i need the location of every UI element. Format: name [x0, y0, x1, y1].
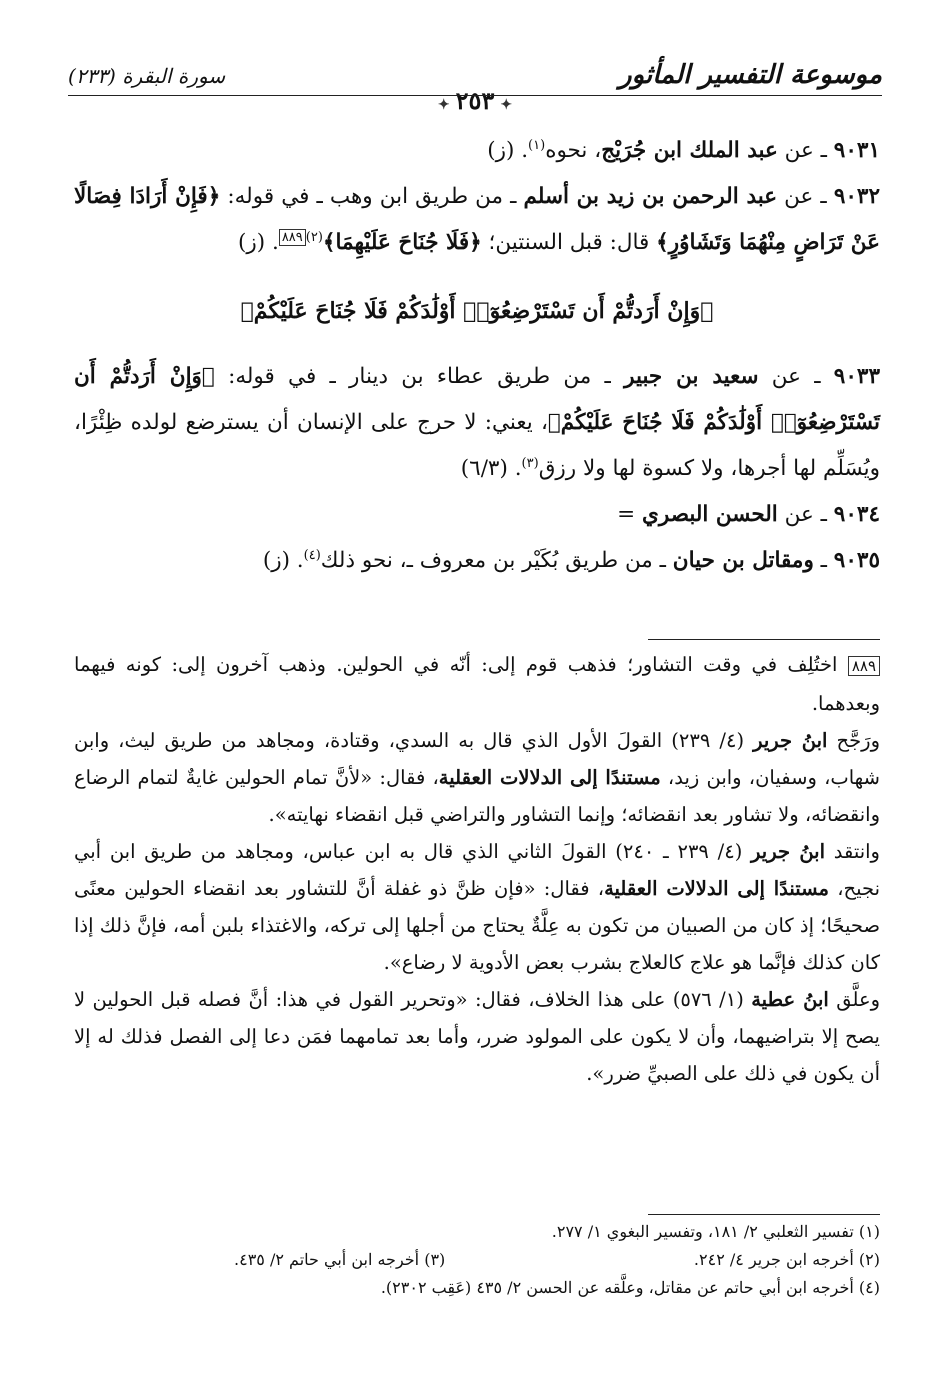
footnote-ref: (٣): [521, 455, 539, 471]
method-label: مستندًا إلى الدلالات العقلية: [438, 766, 661, 789]
footnote-row: [74, 1246, 880, 1274]
entry-text: ـ: [813, 548, 834, 573]
footnote-4: (٤) أخرجه ابن أبي حاتم عن مقاتل، وعلَّقه عن الحسن ٢/ ٤٣٥ (عَقِب ٢٣٠٢).: [380, 1278, 880, 1297]
entry-text: قال: قبل السنتين؛: [481, 230, 657, 255]
entry-text: ـ من طريق ابن وهب ـ في قوله:: [220, 184, 524, 209]
header-rule: [68, 95, 882, 96]
commentary-text: ، فقال: «لأنَّ تمام الحولين غايةٌ لتمام الرضاع وانقضائه، ولا تشاور بعد انقضائه؛ وإنما التشاور والتراضي قبل انقضاء نهايته».: [74, 766, 880, 826]
entry-number: ٩٠٣٣: [833, 364, 880, 389]
verse-heading: ﴿وَإِنْ أَرَدتُّمْ أَن تَسْتَرْضِعُوٓا۟ أَوْلَٰدَكُمْ فَلَا جُنَاحَ عَلَيْكُمْ﴾: [240, 298, 714, 324]
entry-text: ، نحوه: [545, 138, 602, 163]
entry-9034: [74, 492, 880, 538]
commentary-text: وعلَّق: [828, 988, 880, 1011]
page-number-row: [68, 86, 882, 120]
commentary-text: (٤/ ٢٣٩ ـ ٢٤٠) القولَ الثاني الذي قال به ابن عباس، ومجاهد من طريق ابن أبي نجيح،: [74, 840, 880, 900]
surah-label: سورة البقرة (٢٣٣): [68, 64, 226, 88]
ornament-icon: ✦: [500, 97, 513, 113]
entry-text: ـ من طريق بُكَيْر بن معروف ـ، نحو ذلك: [320, 548, 673, 573]
commentary-text: ورَجَّح: [827, 729, 880, 752]
entry-number: ٩٠٣٢: [833, 184, 881, 209]
entry-text: ـ عن: [777, 184, 834, 209]
footnote-ref: (١): [528, 137, 546, 153]
commentary-text: (٤/ ٢٣٩) القولَ الأول الذي قال به السدي، وقتادة، ومجاهد من طريق ليث، وابن شهاب، وسفيان، وابن زيد،: [74, 729, 880, 789]
commentary-text: (١/ ٥٧٦) على هذا الخلاف، فقال: «وتحرير القول في هذا: أنَّ فصله قبل الحولين لا يصح إلا بتراضيهما، وأن لا يكون على المولود ضرر، وأما بعد تمامهما فمَن دعا إلى الفصل فذلك له إلا أن يكون في ذلك على الصبيِّ ضرر».: [74, 988, 880, 1085]
entry-9033: [74, 354, 880, 492]
commentary-text: ، فقال: «فإن ظنَّ ذو غفلة أنَّ للتشاور بعد انقضاء الحولين معنًى صحيحًا؛ إذ كان من الصبيان من تكون به عِلَّةٌ يحتاج من أجلها إلى تركه، والاغتذاء بلبن أمه، فإنَّ ذلك إذا كان كذلك فإنَّما هو علاج كالعلاج بشرب بعض الأدوية لا رضاع».: [74, 877, 880, 974]
page-header: [68, 58, 882, 115]
footnote-ref: (٤): [303, 547, 321, 563]
narrator-name: عبد الملك ابن جُرَيْج: [601, 138, 778, 163]
footnotes: [74, 1218, 880, 1302]
scholar-name: ابنُ عطية: [751, 988, 829, 1011]
commentary-tag: ٨٨٩: [279, 229, 306, 246]
commentary-text: وانتقد: [825, 840, 880, 863]
commentary-paragraph: [74, 833, 880, 981]
entry-number: ٩٠٣١: [833, 138, 880, 163]
scholar-name: ابنُ جرير: [751, 840, 826, 863]
entry-text: ـ عن: [758, 364, 834, 389]
commentary-tag: ٨٨٩: [848, 656, 880, 676]
entry-text: ، يعني: لا حرج على الإنسان أن يسترضع لولده ظِئْرًا، ويُسَلِّم لها أجرها، ولا كسوة لها ولا رزق: [74, 410, 880, 481]
narrator-name: الحسن البصري: [642, 502, 778, 527]
scholar-name: ابنُ جرير: [753, 729, 828, 752]
commentary-paragraph: [74, 646, 880, 722]
footnote-ref: (٢): [305, 229, 323, 245]
entry-text: ـ عن: [777, 502, 834, 527]
footnote-2: (٢) أخرجه ابن جرير ٤/ ٢٤٢.: [693, 1250, 880, 1269]
footnote-divider: [648, 1214, 880, 1215]
entry-text: ـ من طريق عطاء بن دينار ـ في قوله:: [214, 364, 625, 389]
main-text: [74, 128, 880, 584]
entry-number: ٩٠٣٥: [833, 548, 880, 573]
entry-text: ـ عن: [777, 138, 834, 163]
entry-9032: [74, 174, 880, 266]
entry-text: . (٦/٣): [460, 456, 522, 481]
narrator-name: عبد الرحمن بن زيد بن أسلم: [523, 184, 778, 209]
entry-text: =: [617, 502, 642, 527]
ornament-icon: ✦: [437, 97, 450, 113]
commentary-paragraph: [74, 722, 880, 833]
narrator-name: سعيد بن جبير: [624, 364, 759, 389]
entry-9031: [74, 128, 880, 174]
section-divider: [648, 639, 880, 640]
method-label: مستندًا إلى الدلالات العقلية: [604, 877, 829, 900]
footnote-3: (٣) أخرجه ابن أبي حاتم ٢/ ٤٣٥.: [234, 1250, 446, 1269]
quran-quote: ﴿وَإِنْ أَرَدتُّمْ أَن تَسْتَرْضِعُوٓا۟ أَوْلَٰدَكُمْ فَلَا جُنَاحَ عَلَيْكُمْ﴾: [74, 364, 880, 435]
commentary-paragraph: [74, 981, 880, 1092]
entry-text: . (ز): [262, 548, 304, 573]
entry-number: ٩٠٣٤: [833, 502, 880, 527]
quran-quote: ﴿فَإِنْ أَرَادَا فِصَالًا عَنْ تَرَاضٍ مِنْهُمَا وَتَشَاوُرٍ﴾: [74, 184, 880, 255]
page-number: ٢٥٣: [455, 86, 495, 115]
entry-text: . (ز): [487, 138, 529, 163]
commentary-text: اختُلِف في وقت التشاور؛ فذهب قوم إلى: أنّه في الحولين. وذهب آخرون إلى: كونه فيهما وبعدهما.: [74, 653, 880, 715]
entry-9035: [74, 538, 880, 584]
commentary-block: [74, 646, 880, 1092]
book-title: موسوعة التفسير المأثور: [619, 60, 882, 90]
entry-text: . (ز): [237, 230, 279, 255]
quran-quote: ﴿فَلَا جُنَاحَ عَلَيْهِمَا﴾: [322, 230, 482, 255]
narrator-name: ومقاتل بن حيان: [672, 548, 814, 573]
footnote-1: (١) تفسير الثعلبي ٢/ ١٨١، وتفسير البغوي ١/ ٢٧٧.: [551, 1222, 880, 1241]
